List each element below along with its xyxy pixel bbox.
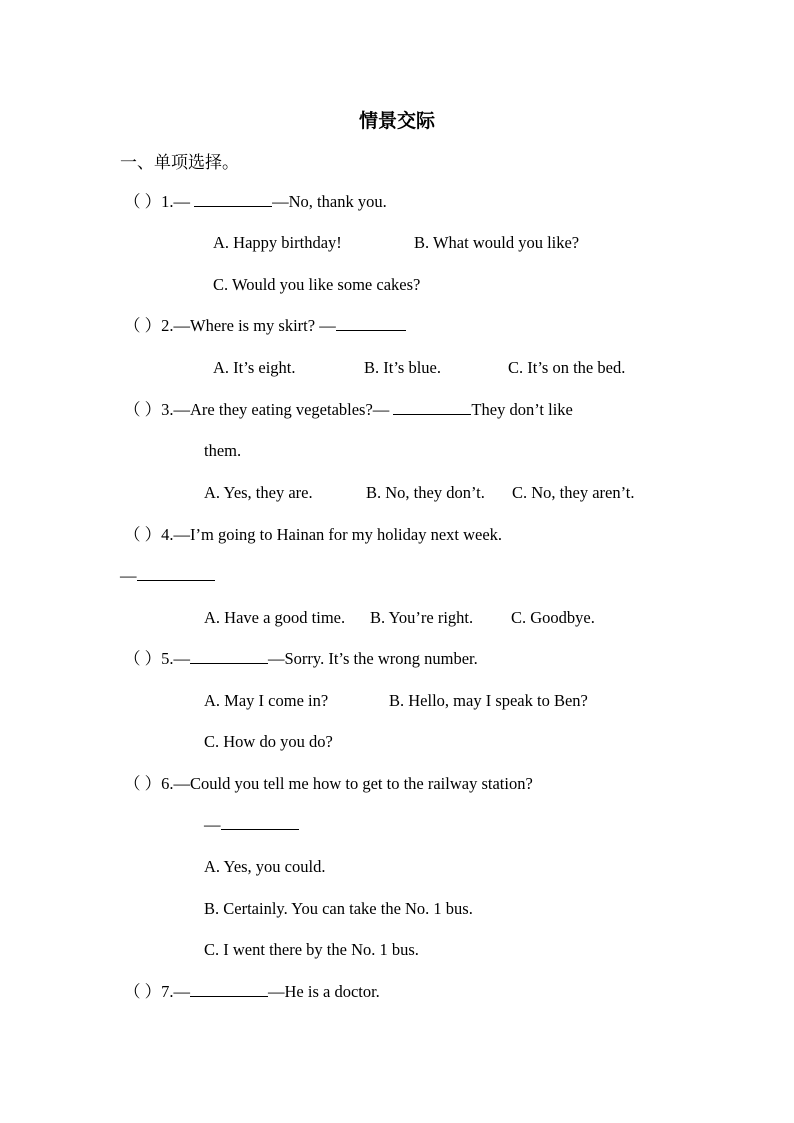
option-b: B. Hello, may I speak to Ben? [389,691,588,710]
question-1: （ ）1.— —No, thank you. [124,192,387,211]
question-2-options [213,358,625,378]
answer-blank[interactable] [190,982,268,997]
question-3: （ ）3.—Are they eating vegetables?— They don’t like [124,400,573,419]
answer-paren[interactable]: （ ） [124,774,162,793]
answer-paren[interactable]: （ ） [124,649,162,668]
option-b: B. Certainly. You can take the No. 1 bus. [204,899,473,918]
question-7: （ ）7.— —He is a doctor. [124,982,380,1001]
question-5: （ ）5.— —Sorry. It’s the wrong number. [124,649,478,668]
question-3-options [204,483,635,503]
option-a: A. It’s eight. [213,358,296,377]
option-a: A. Have a good time. [204,608,346,627]
option-a: A. Happy birthday! [213,233,342,252]
question-4: （ ）4.—I’m going to Hainan for my holiday next week. [124,525,503,544]
option-c: C. It’s on the bed. [508,358,626,377]
answer-paren[interactable]: （ ） [124,525,162,544]
option-c: C. Goodbye. [511,608,595,627]
option-c: C. No, they aren’t. [512,483,635,502]
answer-blank[interactable] [393,400,471,415]
answer-blank[interactable] [194,192,272,207]
question-2: （ ）2.—Where is my skirt? — [124,316,406,336]
option-b: B. No, they don’t. [366,483,485,502]
option-a: A. Yes, you could. [204,857,326,876]
option-c: C. How do you do? [204,732,333,751]
option-a: A. Yes, they are. [204,483,313,502]
question-4-options [204,608,595,628]
question-6-continuation: — [204,815,299,835]
page-title: 情景交际 [358,111,435,132]
option-b: B. You’re right. [370,608,474,627]
section-heading: 一、单项选择。 [120,153,239,172]
question-3-continuation: them. [204,441,242,460]
option-c: C. I went there by the No. 1 bus. [204,940,419,959]
option-c: C. Would you like some cakes? [213,275,421,294]
answer-blank[interactable] [137,566,215,581]
question-6: （ ）6.—Could you tell me how to get to the railway station? [124,774,533,793]
answer-paren[interactable]: （ ） [124,316,162,335]
question-4-continuation: — [120,566,215,586]
answer-paren[interactable]: （ ） [124,192,162,211]
answer-blank[interactable] [221,815,299,830]
option-b: B. What would you like? [414,233,580,252]
answer-paren[interactable]: （ ） [124,982,162,1001]
option-b: B. It’s blue. [364,358,441,377]
option-a: A. May I come in? [204,691,329,710]
question-5-options-ab [204,691,588,711]
answer-blank[interactable] [336,316,406,331]
answer-blank[interactable] [190,649,268,664]
question-1-options-ab [213,233,579,253]
answer-paren[interactable]: （ ） [124,400,162,419]
